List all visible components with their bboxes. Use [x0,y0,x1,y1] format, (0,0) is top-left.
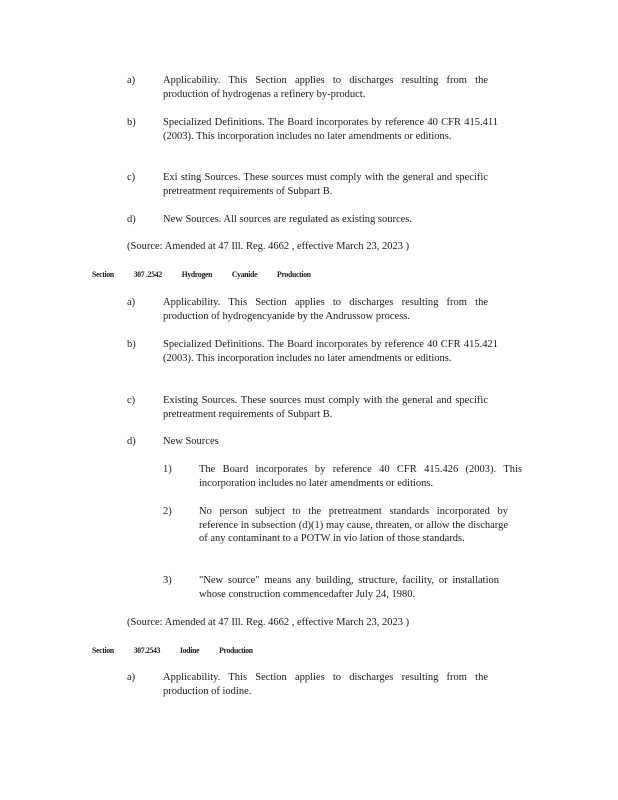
subsection-mark-b: b) [127,339,136,350]
subsection-mark-a: a) [127,75,136,86]
paragraph-text-2: No person subject to the pretreatment standards incorporated by reference in subsection (d)(1) may cause, threaten, or allow the discharge of any contaminant to a POTW in vio lation of those standards. [199,506,508,544]
source-note: (Source: Amended at 47 Ill. Reg. 4662 , effective March 23, 2023 ) [127,617,410,628]
section-label: Section [92,269,114,279]
paragraph-mark-2: 2) [163,506,172,517]
subsection-mark-c: c) [127,172,136,183]
section-title-word: Cyanide [231,269,258,279]
section-title-word: Iodine [180,645,200,655]
source-note: (Source: Amended at 47 Ill. Reg. 4662 , effective March 23, 2023 ) [127,241,410,252]
section-title-word: Hydrogen [181,269,213,279]
subsection-text-new-sources: New Sources [163,436,219,447]
section-heading [92,268,331,282]
subsection-text-applicability: Applicability. This Section applies to discharges resulting from the production of hydrogencyanide by the Andrussow process. [163,297,488,322]
subsection-mark-c: c) [127,395,136,406]
subsection-text-definitions: Specialized Definitions. The Board incorporates by reference 40 CFR 415.421 (2003). This incorporation includes no later amendments or editions. [163,339,498,364]
paragraph-text-1: The Board incorporates by reference 40 CFR 415.426 (2003). This incorporation includes no later amendments or editions. [199,464,522,489]
section-title-word: Production [219,645,253,655]
paragraph-text-3: "New source" means any building, structure, facility, or installation whose construction commencedafter July 24, 1980. [199,575,499,600]
paragraph-mark-3: 3) [163,575,172,586]
subsection-text-existing-sources: Existing Sources. These sources must comply with the general and specific pretreatment requirements of Subpart B. [163,395,488,420]
subsection-text-new-sources: New Sources. All sources are regulated as existing sources. [163,214,413,225]
subsection-mark-d: d) [127,214,136,225]
section-heading [92,644,273,658]
section-number: 307.2543 [133,645,161,655]
subsection-text-applicability: Applicability. This Section applies to discharges resulting from the production of iodine. [163,672,488,697]
subsection-text-definitions: Specialized Definitions. The Board incorporates by reference 40 CFR 415.411 (2003). This incorporation includes no later amendments or editions. [163,117,498,142]
subsection-text-existing-sources: Exi sting Sources. These sources must comply with the general and specific pretreatment requirements of Subpart B. [163,172,488,197]
section-number: 307 .2542 [133,269,162,279]
subsection-mark-d: d) [127,436,136,447]
subsection-mark-a: a) [127,297,136,308]
section-label: Section [92,645,114,655]
section-title-word: Production [277,269,311,279]
subsection-mark-b: b) [127,117,136,128]
subsection-mark-a: a) [127,672,136,683]
subsection-text-applicability: Applicability. This Section applies to discharges resulting from the production of hydrogenas a refinery by-product. [163,75,488,100]
paragraph-mark-1: 1) [163,464,172,475]
